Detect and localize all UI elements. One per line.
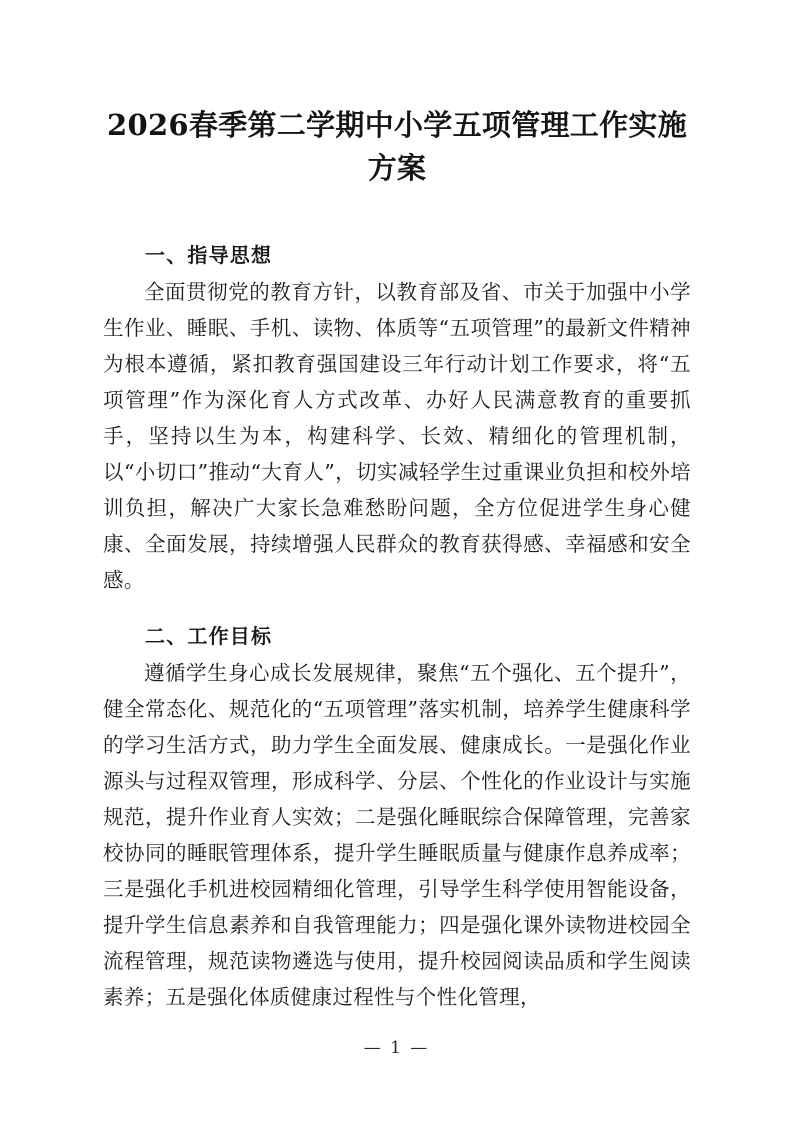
page-title: 2026春季第二学期中小学五项管理工作实施方案 <box>106 108 687 185</box>
page-content-area <box>103 0 691 1015</box>
section-heading-work-objectives: 二、工作目标 <box>145 626 273 648</box>
section-heading-guiding-ideology: 一、指导思想 <box>145 245 273 267</box>
section-paragraph-guiding-ideology: 全面贯彻党的教育方针，以教育部及省、市关于加强中小学生作业、睡眠、手机、读物、体质等“五项管理”的最新文件精神为根本遵循，紧扣教育强国建设三年行动计划工作要求，将“五项管理”作为深化育人方式改革、办好人民满意教育的重要抓手，坚持以生为本，构建科学、长效、精细化的管理机制，以“小切口”推动“大育人”，切实减轻学生过重课业负担和校外培训负担，解决广大家长急难愁盼问题，全方位促进学生身心健康、全面发展，持续增强人民群众的教育获得感、幸福感和安全感。 <box>103 280 691 592</box>
section-paragraph-work-objectives: 遵循学生身心成长发展规律，聚焦“五个强化、五个提升”，健全常态化、规范化的“五项管理”落实机制，培养学生健康科学的学习生活方式，助力学生全面发展、健康成长。一是强化作业源头与过程双管理，形成科学、分层、个性化的作业设计与实施规范，提升作业育人实效；二是强化睡眠综合保障管理，完善家校协同的睡眠管理体系，提升学生睡眠质量与健康作息养成率；三是强化手机进校园精细化管理，引导学生科学使用智能设备，提升学生信息素养和自我管理能力；四是强化课外读物进校园全流程管理，规范读物遴选与使用，提升校园阅读品质和学生阅读素养；五是强化体质健康过程性与个性化管理， <box>103 661 691 1009</box>
page-number: — 1 — <box>363 1038 430 1058</box>
